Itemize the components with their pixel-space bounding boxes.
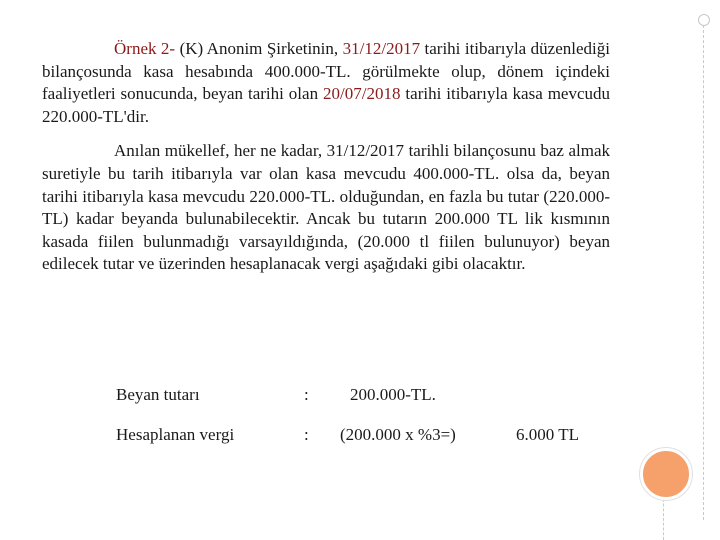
example-label: Örnek 2- bbox=[114, 39, 176, 58]
decorative-line bbox=[663, 494, 664, 540]
calc-label: Hesaplanan vergi bbox=[116, 425, 235, 444]
example-company: (K) Anonim Şirketinin, bbox=[175, 39, 343, 58]
explanation-text: Anılan mükellef, her ne kadar, 31/12/2017 tarihli bilançosunu baz almak suretiyle bu tarih itibarıyla var olan kasa mevcudu 400.000-TL. olsa da, beyan tarihi itibarıyla kasa mevcudu 220.000-TL. olduğundan, en fazla bu tutar (220.000-TL) kadar beyanda bulunabilecektir. Ancak bu tutarın 200.000 TL lik kısmının kasada fiilen bulunmadığı varsayıldığında, (20.000 tl fiilen bulunuyor) beyan edilecek tutar ve üzerinden hesaplanacak vergi aşağıdaki gibi olacaktır. bbox=[42, 141, 610, 274]
frame-border-right bbox=[703, 20, 704, 520]
frame-corner-dot bbox=[698, 14, 710, 26]
calc-separator: : bbox=[304, 425, 309, 444]
decorative-circle bbox=[640, 448, 692, 500]
calc-value: (200.000 x %3=) bbox=[340, 425, 456, 444]
calc-separator: : bbox=[304, 385, 309, 404]
example-text-1: tarihi itibarıyla düzenlediği bilançosunda kasa hesabında 400.000-TL. görülmekte olup, dönem içindeki faaliyetleri sonucunda, beyan tarihi olan bbox=[42, 39, 610, 104]
paragraph-example bbox=[42, 38, 610, 128]
example-date-2: 20/07/2018 bbox=[323, 84, 401, 104]
example-date-1: 31/12/2017 bbox=[342, 39, 421, 58]
calc-result: 6.000 TL bbox=[516, 425, 579, 444]
slide-content bbox=[42, 38, 610, 276]
calc-value: 200.000-TL. bbox=[350, 385, 436, 404]
example-text-2: tarihi itibarıyla kasa mevcudu 220.000-TL'dir. bbox=[42, 84, 611, 126]
paragraph-explanation bbox=[42, 140, 610, 276]
calc-label: Beyan tutarı bbox=[116, 385, 200, 404]
